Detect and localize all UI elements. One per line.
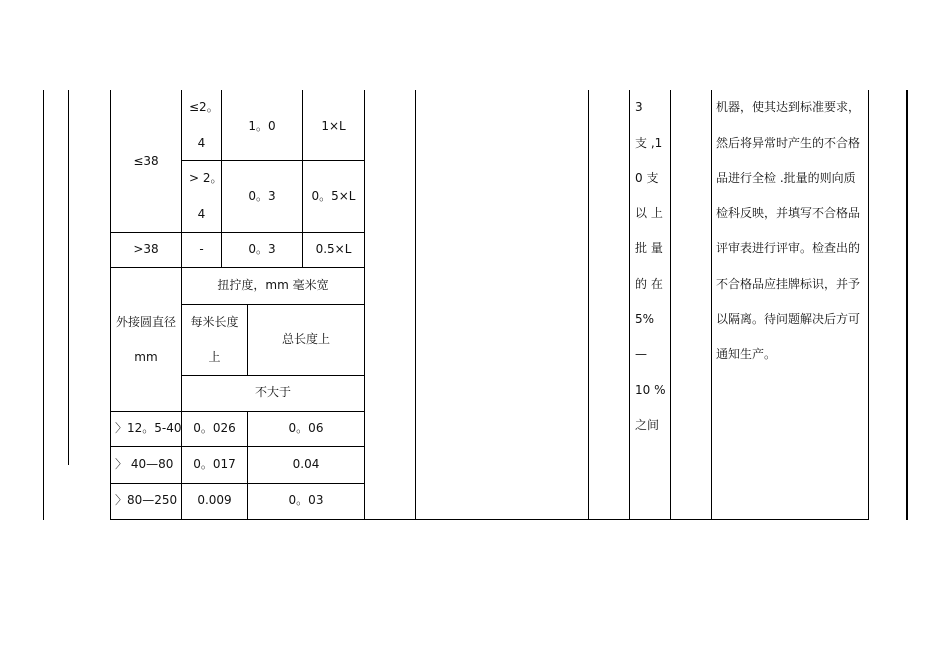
cell-per-meter-line2: 上 [208,350,221,364]
middle-bottom-rule [364,519,589,520]
cell-diameter-gt38: >38 [133,242,159,256]
remark-line-3: 品进行全检 .批量的则向质 [716,171,856,185]
cell-value-0-3b: 0。3 [248,242,276,256]
row-per-meter-3: 0.009 [197,493,232,507]
cell-value-1-0: 1。0 [248,119,276,133]
sampling-line-6: 的 在 [635,277,663,291]
cell-thickness-le-line1: ≤2。 [189,100,219,114]
cell-value-05xL-a: 0。5×L [311,189,356,203]
page-rule-left-inner [68,90,69,465]
row-per-meter-1: 0。026 [193,421,236,435]
row-per-meter-2: 0。017 [193,457,236,471]
page-rule-right [906,90,908,520]
remark-line-5: 评审表进行评审。检查出的 [716,241,861,255]
cell-value-0-3a: 0。3 [248,189,276,203]
cell-diameter-le38: ≤38 [133,154,159,168]
sampling-line-1: 3 [635,100,643,114]
row-range-2: 〉 40—80 [115,457,174,471]
sampling-line-3: 0 支 [635,171,659,185]
cell-per-meter-line1: 每米长度 [190,315,239,329]
remark-line-2: 然后将异常时产生的不合格 [716,136,861,150]
cell-value-1xL: 1×L [321,119,346,133]
sampling-line-5: 批 量 [635,241,663,255]
cell-not-greater: 不大于 [254,385,291,399]
cell-dash: - [199,242,204,256]
cell-outer-diameter-line1: 外接圆直径 [115,315,176,329]
middle-column-border-left [415,90,416,520]
cell-twist-header: 扭拧度，mm 毫米宽 [217,278,329,292]
remark-line-7: 以隔离。待问题解决后方可 [716,312,861,326]
sampling-line-7: 5% [635,312,655,326]
remark-line-4: 检科反映，并填写不合格品 [716,206,861,220]
row-range-3: 〉80—250 [115,493,178,507]
cell-value-05xL-b: 0.5×L [315,242,352,256]
sampling-line-8: — [635,347,647,361]
cell-outer-diameter-line2: mm [134,350,158,364]
remark-line-1: 机器，使其达到标准要求， [716,100,861,114]
cell-thickness-gt-line2: 4 [197,207,206,221]
row-total-1: 0。06 [288,421,324,435]
remark-line-6: 不合格品应挂牌标识，并予 [716,277,861,291]
cell-thickness-gt-line1: > 2。 [189,171,223,185]
sampling-line-2: 支 ,1 [635,136,663,150]
page-rule-left-outer [43,90,44,520]
row-total-2: 0.04 [292,457,320,471]
remark-line-8: 通知生产。 [716,347,777,361]
cell-total-length: 总长度上 [281,332,330,346]
sampling-line-9: 10 % [635,383,666,397]
row-total-3: 0。03 [288,493,324,507]
sampling-line-10: 之间 [635,418,660,432]
sampling-line-4: 以 上 [635,206,663,220]
cell-thickness-le-line2: 4 [197,136,206,150]
row-range-1: 〉12。5-40 [115,421,182,435]
